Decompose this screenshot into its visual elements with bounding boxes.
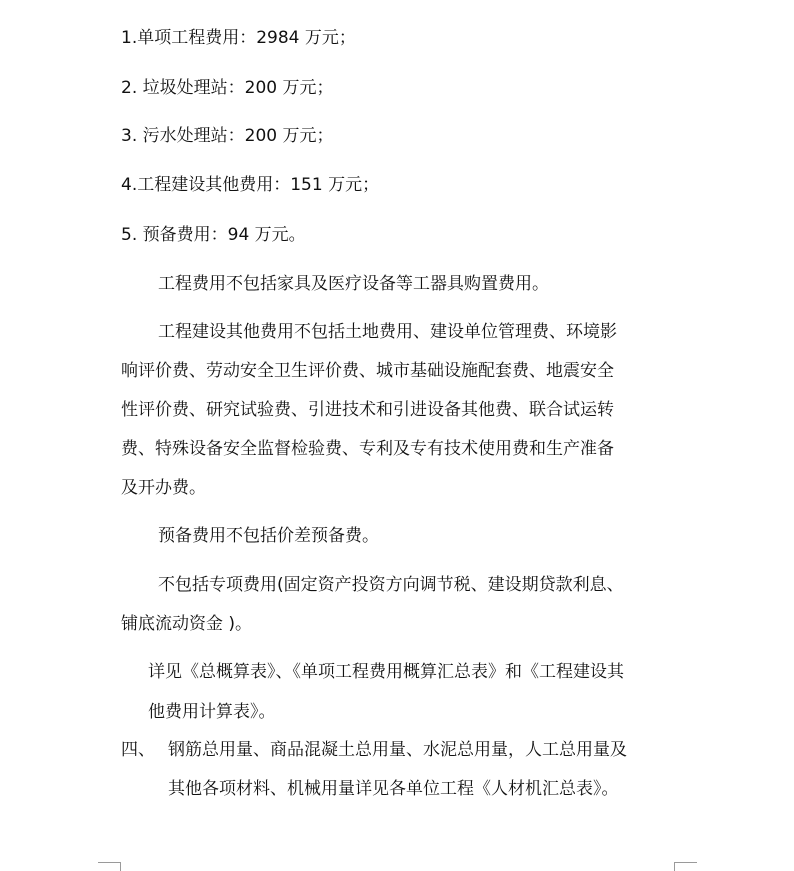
- paragraph-other-costs-line-2: 响评价费、劳动安全卫生评价费、城市基础设施配套费、地震安全: [121, 361, 614, 381]
- paragraph-other-costs-line-1: 工程建设其他费用不包括土地费用、建设单位管理费、环境影: [158, 322, 617, 342]
- paragraph-other-costs-line-3: 性评价费、研究试验费、引进技术和引进设备其他费、联合试运转: [121, 400, 614, 420]
- paragraph-other-costs-line-4: 费、特殊设备安全监督检验费、专利及专有技术使用费和生产准备: [121, 439, 614, 459]
- list-item-3: 3. 污水处理站：200 万元；: [121, 126, 334, 146]
- paragraph-special-costs-line-2: 铺底流动资金 )。: [121, 614, 253, 634]
- list-item-5: 5. 预备费用：94 万元。: [121, 225, 306, 245]
- paragraph-see-tables-line-2: 他费用计算表》。: [148, 702, 276, 722]
- list-item-1: 1.单项工程费用：2984 万元；: [121, 28, 356, 48]
- paragraph-reserve-exclusion: 预备费用不包括价差预备费。: [158, 526, 379, 546]
- paragraph-special-costs-line-1: 不包括专项费用(固定资产投资方向调节税、建设期贷款利息、: [158, 575, 624, 595]
- list-item-2: 2. 垃圾处理站：200 万元；: [121, 78, 334, 98]
- paragraph-see-tables-line-1: 详见《总概算表》、《单项工程费用概算汇总表》和《工程建设其: [148, 662, 624, 682]
- list-item-4: 4.工程建设其他费用：151 万元；: [121, 175, 380, 195]
- section-4-number: 四、: [121, 740, 155, 760]
- paragraph-equipment-exclusion: 工程费用不包括家具及医疗设备等工器具购置费用。: [158, 274, 549, 294]
- section-4-line-2: 其他各项材料、机械用量详见各单位工程《人材机汇总表》。: [168, 779, 619, 799]
- paragraph-other-costs-line-5: 及开办费。: [121, 478, 206, 498]
- section-4-line-1: 钢筋总用量、商品混凝土总用量、水泥总用量，人工总用量及: [168, 740, 627, 760]
